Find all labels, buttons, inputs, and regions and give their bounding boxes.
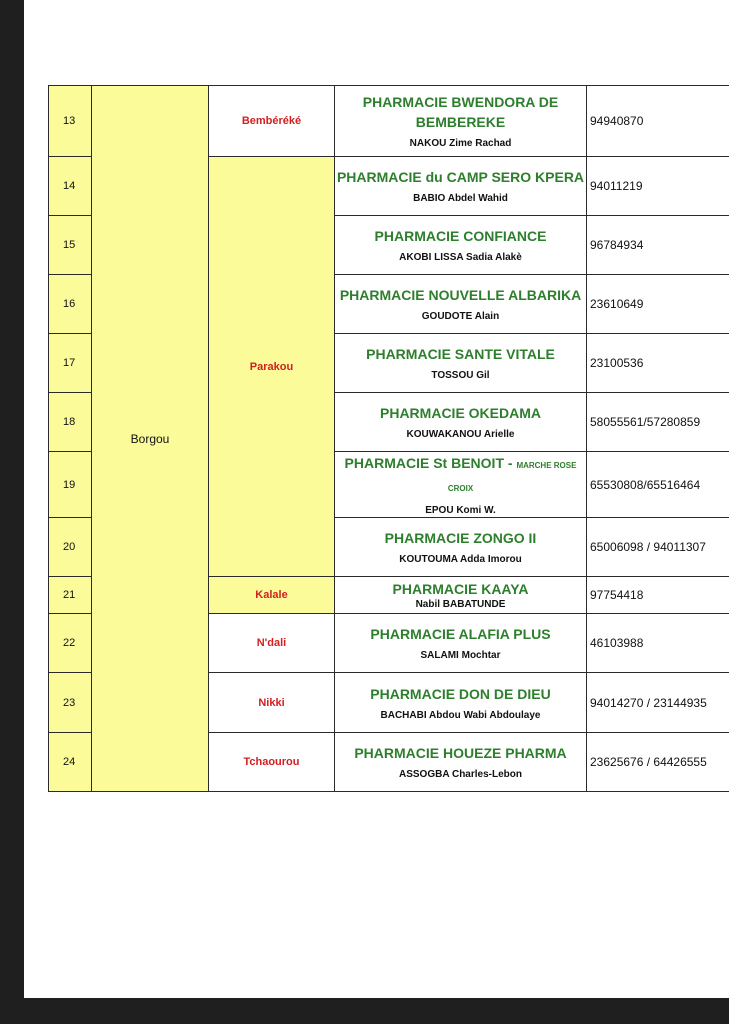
owner-name: BABIO Abdel Wahid <box>413 193 508 204</box>
phone-cell: 94011219 <box>587 157 729 216</box>
phone-cell: 97754418 <box>587 577 729 614</box>
owner-name: TOSSOU Gil <box>431 370 490 381</box>
pharmacy-name: PHARMACIE ZONGO II <box>384 530 537 546</box>
phone-cell: 23100536 <box>587 334 729 393</box>
pharmacy-name: PHARMACIE SANTE VITALE <box>366 346 555 362</box>
phone-cell: 94940870 <box>587 86 729 157</box>
owner-name: Nabil BABATUNDE <box>415 599 506 610</box>
row-number: 24 <box>49 733 92 792</box>
row-number: 19 <box>49 452 92 518</box>
owner-name: SALAMI Mochtar <box>420 650 501 661</box>
pharmacy-name-main: PHARMACIE St BENOIT - <box>344 454 517 471</box>
table-row <box>49 86 729 157</box>
pharmacy-cell <box>335 577 587 614</box>
pharmacy-cell <box>335 733 587 792</box>
phone-cell: 65530808/65516464 <box>587 452 729 518</box>
pharmacy-cell <box>335 393 587 452</box>
phone-cell: 58055561/57280859 <box>587 393 729 452</box>
pharmacy-name-suffix: MARCHE ROSE CROIX <box>447 460 577 493</box>
pharmacy-name: PHARMACIE NOUVELLE ALBARIKA <box>339 287 582 303</box>
pharmacy-name: PHARMACIE BWENDORA DE BEMBEREKE <box>362 94 559 130</box>
pharmacy-cell <box>335 275 587 334</box>
city-cell: Bembéréké <box>209 86 335 157</box>
phone-cell: 23610649 <box>587 275 729 334</box>
owner-name: AKOBI LISSA Sadia Alakè <box>399 252 522 263</box>
department-cell: Borgou <box>92 86 209 792</box>
pharmacy-table <box>48 85 729 792</box>
owner-name: NAKOU Zime Rachad <box>409 138 512 149</box>
document-page <box>24 0 729 998</box>
row-number: 17 <box>49 334 92 393</box>
row-number: 16 <box>49 275 92 334</box>
pharmacy-cell <box>335 614 587 673</box>
city-cell: Parakou <box>209 157 335 577</box>
row-number: 23 <box>49 673 92 733</box>
owner-name: EPOU Komi W. <box>425 504 496 516</box>
row-number: 20 <box>49 518 92 577</box>
owner-name: BACHABI Abdou Wabi Abdoulaye <box>380 709 541 721</box>
pharmacy-name: PHARMACIE OKEDAMA <box>380 405 541 421</box>
owner-name: GOUDOTE Alain <box>421 311 500 322</box>
phone-cell: 94014270 / 23144935 <box>587 673 729 733</box>
city-cell: Nikki <box>209 673 335 733</box>
pharmacy-cell <box>335 216 587 275</box>
row-number: 14 <box>49 157 92 216</box>
phone-cell: 96784934 <box>587 216 729 275</box>
city-cell: Kalale <box>209 577 335 614</box>
owner-name: ASSOGBA Charles-Lebon <box>399 769 522 780</box>
pharmacy-cell <box>335 157 587 216</box>
row-number: 13 <box>49 86 92 157</box>
pharmacy-name: PHARMACIE KAAYA <box>392 581 529 597</box>
city-cell: Tchaourou <box>209 733 335 792</box>
owner-name: KOUTOUMA Adda Imorou <box>399 554 522 565</box>
pharmacy-cell <box>335 452 587 518</box>
pharmacy-cell <box>335 673 587 733</box>
row-number: 22 <box>49 614 92 673</box>
phone-cell: 46103988 <box>587 614 729 673</box>
pharmacy-cell <box>335 518 587 577</box>
row-number: 15 <box>49 216 92 275</box>
pharmacy-name: PHARMACIE ALAFIA PLUS <box>370 626 551 642</box>
pharmacy-name: PHARMACIE du CAMP SERO KPERA <box>336 169 585 185</box>
phone-cell: 65006098 / 94011307 <box>587 518 729 577</box>
pharmacy-cell <box>335 86 587 157</box>
row-number: 18 <box>49 393 92 452</box>
owner-name: KOUWAKANOU Arielle <box>406 429 515 440</box>
pharmacy-name: PHARMACIE DON DE DIEU <box>370 685 551 702</box>
pharmacy-name: PHARMACIE CONFIANCE <box>374 228 547 244</box>
pharmacy-cell <box>335 334 587 393</box>
pharmacy-name <box>335 453 586 499</box>
phone-cell: 23625676 / 64426555 <box>587 733 729 792</box>
city-cell: N'dali <box>209 614 335 673</box>
pharmacy-name: PHARMACIE HOUEZE PHARMA <box>354 745 567 761</box>
row-number: 21 <box>49 577 92 614</box>
